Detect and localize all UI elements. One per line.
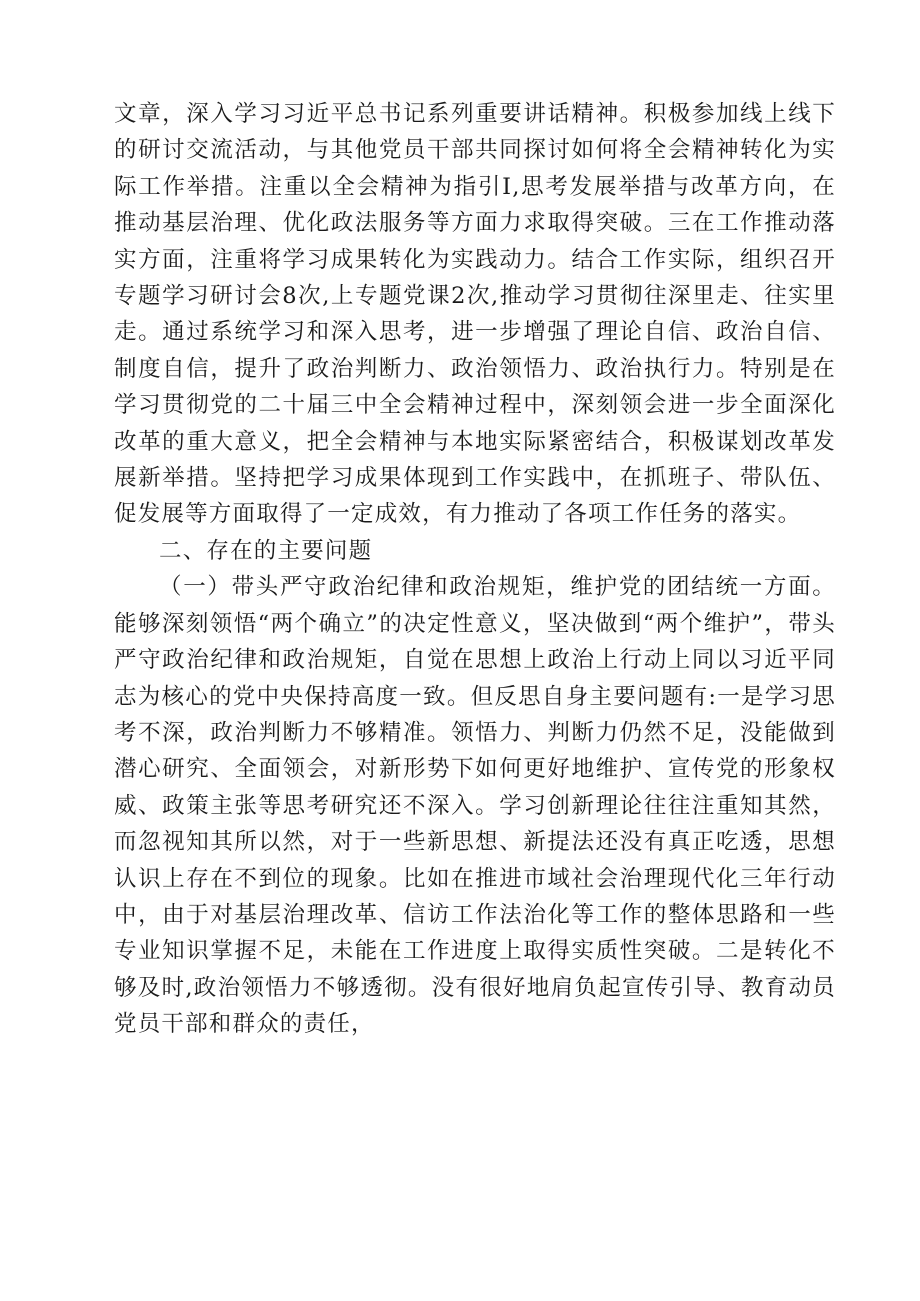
body-paragraph: （一）带头严守政治纪律和政治规矩，维护党的团结统一方面。能够深刻领悟“两个确立”的决定性意义，坚决做到“两个维护”，带头严守政治纪律和政治规矩，自觉在思想上政治上行动上同以习近平同志为核心的党中央保持高度一致。但反思自身主要问题有:一是学习思考不深，政治判断力不够精准。领悟力、判断力仍然不足，没能做到潜心研究、全面领会，对新形势下如何更好地维护、宣传党的形象权威、政策主张等思考研究还不深入。学习创新理论往往注重知其然，而忽视知其所以然，对于一些新思想、新提法还没有真正吃透，思想认识上存在不到位的现象。比如在推进市域社会治理现代化三年行动中，由于对基层治理改革、信访工作法治化等工作的整体思路和一些专业知识掌握不足，未能在工作进度上取得实质性突破。二是转化不够及时,政治领悟力不够透彻。没有很好地肩负起宣传引导、教育动员党员干部和群众的责任， [114,574,836,1038]
body-paragraph-continuation: 文章，深入学习习近平总书记系列重要讲话精神。积极参加线上线下的研讨交流活动，与其他党员干部共同探讨如何将全会精神转化为实际工作举措。注重以全会精神为指引I,思考发展举措与改革方向，在推动基层治理、优化政法服务等方面力求取得突破。三在工作推动落实方面，注重将学习成果转化为实践动力。结合工作实际，组织召开专题学习研讨会8次,上专题党课2次,推动学习贯彻往深里走、往实里走。通过系统学习和深入思考，进一步增强了理论自信、政治自信、制度自信，提升了政治判断力、政治领悟力、政治执行力。特别是在学习贯彻党的二十届三中全会精神过程中，深刻领会进一步全面深化改革的重大意义，把全会精神与本地实际紧密结合，积极谋划改革发展新举措。坚持把学习成果体现到工作实践中，在抓班子、带队伍、促发展等方面取得了一定成效，有力推动了各项工作任务的落实。 [114,101,836,528]
section-heading: 二、存在的主要问题 [159,537,373,564]
